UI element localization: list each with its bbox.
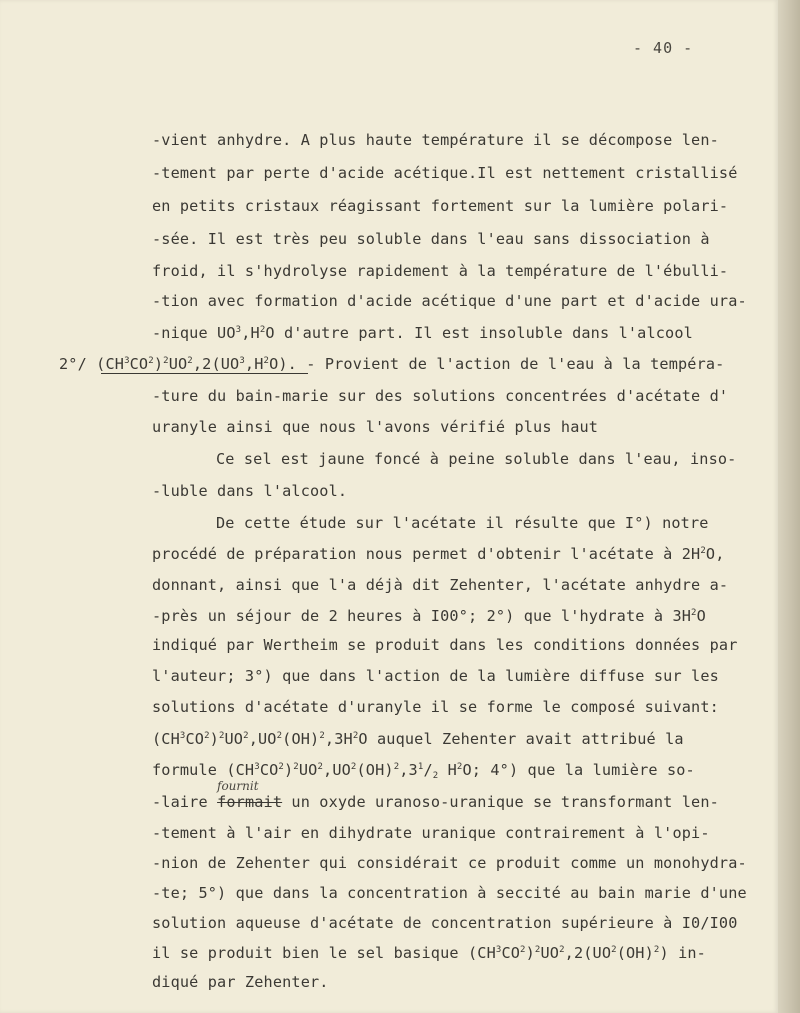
struck-word: formait — [217, 793, 283, 811]
text-line: diqué par Zehenter. — [152, 973, 329, 991]
text-line: solutions d'acétate d'uranyle il se forme le composé suivant: — [152, 698, 719, 716]
text-line: De cette étude sur l'acétate il résulte que I°) notre — [216, 514, 709, 532]
text-line: procédé de préparation nous permet d'obtenir l'acétate à $2H^2O$, — [152, 545, 725, 563]
page-edge — [778, 0, 800, 1013]
text-line: -laire formait un oxyde uranoso-uranique se transformant len- — [152, 793, 719, 811]
text-line: -nique $UO^3,H^2O$ d'autre part. Il est insoluble dans l'alcool — [152, 324, 693, 342]
formula-heading-line: 2°/ $(CH^3CO^2)^2UO^2,2(UO^3,H^2O)$. - Provient de l'action de l'eau à la tempéra- — [59, 355, 725, 373]
text-line: l'auteur; 3°) que dans l'action de la lumière diffuse sur les — [152, 667, 719, 685]
text-line: il se produit bien le sel basique $(CH^3CO^2)^2UO^2,2(UO^2(OH)^2)$ in- — [152, 944, 706, 962]
text-line: -luble dans l'alcool. — [152, 482, 348, 500]
text-line: solution aqueuse d'acétate de concentration supérieure à I0/I00 — [152, 914, 738, 932]
text-line: -tement à l'air en dihydrate uranique contrairement à l'opi- — [152, 824, 710, 842]
text-line: -sée. Il est très peu soluble dans l'eau sans dissociation à — [152, 230, 710, 248]
formula-underline — [101, 373, 308, 374]
text-line: -nion de Zehenter qui considérait ce produit comme un monohydra- — [152, 854, 747, 872]
text-line: -tement par perte d'acide acétique.Il est nettement cristallisé — [152, 164, 738, 182]
text-line: -vient anhydre. A plus haute température il se décompose len- — [152, 131, 719, 149]
handwritten-correction: fournit — [217, 779, 259, 793]
text-line: froid, il s'hydrolyse rapidement à la température de l'ébulli- — [152, 262, 729, 280]
text-line: donnant, ainsi que l'a déjà dit Zehenter, l'acétate anhydre a- — [152, 576, 729, 594]
text-line: -tion avec formation d'acide acétique d'une part et d'acide ura- — [152, 292, 747, 310]
text-line: uranyle ainsi que nous l'avons vérifié plus haut — [152, 418, 599, 436]
text-line: indiqué par Wertheim se produit dans les conditions données par — [152, 636, 738, 654]
text-line: -te; 5°) que dans la concentration à seccité au bain marie d'une — [152, 884, 747, 902]
page-number: - 40 - — [633, 39, 694, 57]
text-line: en petits cristaux réagissant fortement sur la lumière polari- — [152, 197, 729, 215]
text-line: $(CH^3CO^2)^2UO^2,UO^2(OH)^2,3H^2O$ auquel Zehenter avait attribué la — [152, 730, 684, 748]
text-line: -ture du bain-marie sur des solutions concentrées d'acétate d' — [152, 387, 729, 405]
text-line: formule $(CH^3CO^2)^2UO^2,UO^2(OH)^2,3^1/_2$ $H^2O$; 4°) que la lumière so- — [152, 761, 695, 781]
text-line: -près un séjour de 2 heures à I00°; 2°) que l'hydrate à $3H^2O$ — [152, 607, 706, 625]
text-line: Ce sel est jaune foncé à peine soluble dans l'eau, inso- — [216, 450, 737, 468]
